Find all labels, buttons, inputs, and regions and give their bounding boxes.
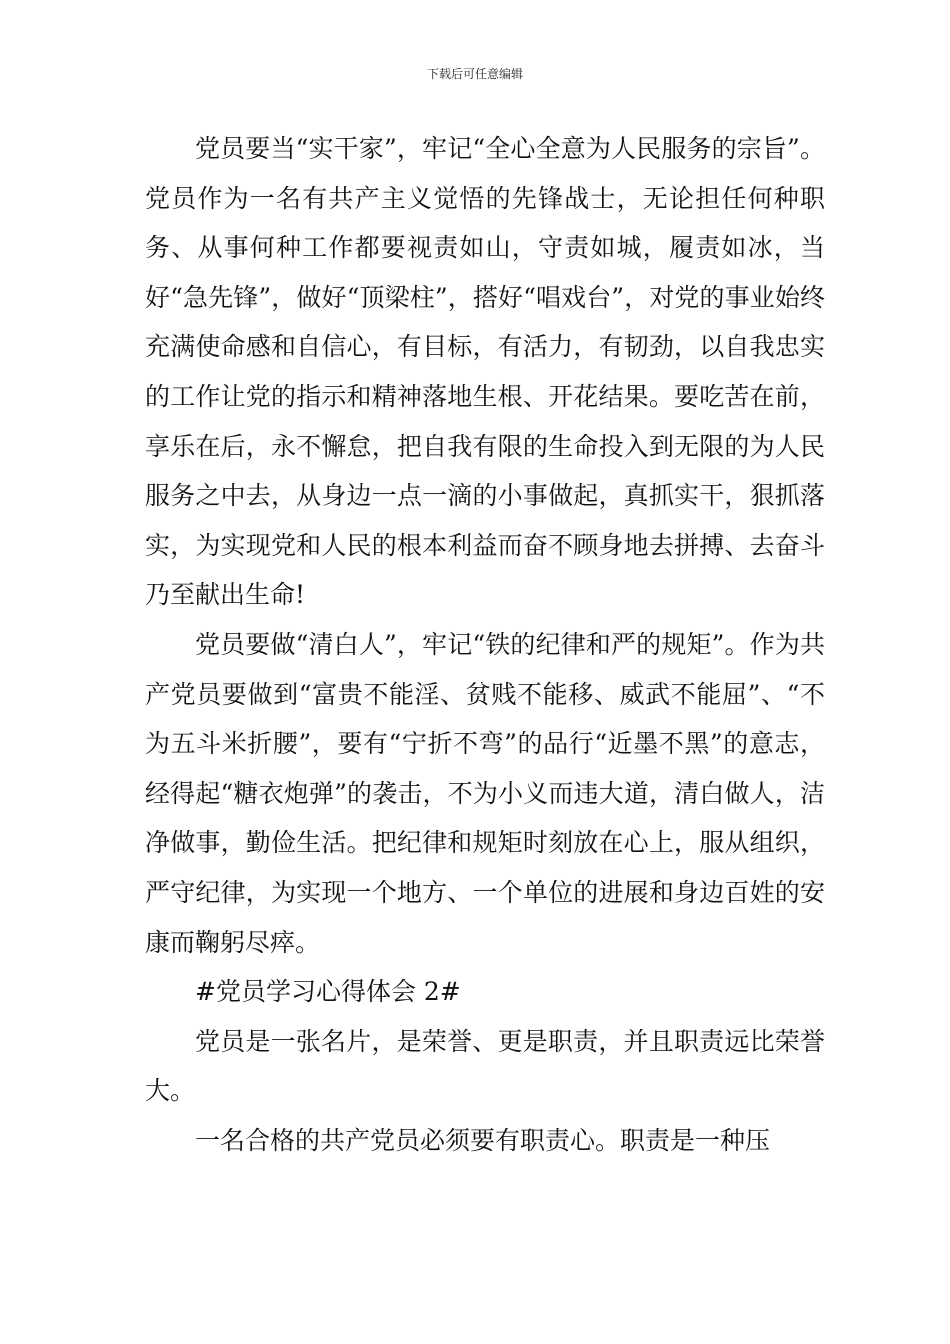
page-header-note: 下载后可任意编辑	[426, 67, 523, 81]
paragraph-responsibility: 一名合格的共产党员必须要有职责心。职责是一种压	[195, 1125, 771, 1155]
paragraph-name-card: 党员是一张名片，是荣誉、更是职责，并且职责远比荣誉大。	[145, 1026, 825, 1106]
section-heading: #党员学习心得体会 2#	[195, 977, 461, 1007]
paragraph-party-member-clean: 党员要做“清白人”，牢记“铁的纪律和严的规矩”。作为共产党员要做到“富贵不能淫、贫贱不能移、威武不能屈”、“不为五斗米折腰”，要有“宁折不弯”的品行“近墨不黑”的意志，经得起“糖衣炮弹”的袭击，不为小义而违大道，清白做人，洁净做事，勤俭生活。把纪律和规矩时刻放在心上，服从组织，严守纪律，为实现一个地方、一个单位的进展和身边百姓的安康而鞠躬尽瘁。	[145, 629, 825, 957]
paragraph-party-member-doer: 党员要当“实干家”，牢记“全心全意为人民服务的宗旨”。党员作为一名有共产主义觉悟的先锋战士，无论担任何种职务、从事何种工作都要视责如山，守责如城，履责如冰，当好“急先锋”，做好“顶梁柱”，搭好“唱戏台”，对党的事业始终充满使命感和自信心，有目标，有活力，有韧劲，以自我忠实的工作让党的指示和精神落地生根、开花结果。要吃苦在前，享乐在后，永不懈怠，把自我有限的生命投入到无限的为人民服务之中去，从身边一点一滴的小事做起，真抓实干，狠抓落实，为实现党和人民的根本利益而奋不顾身地去拼搏、去奋斗乃至献出生命!	[145, 134, 825, 610]
document-body	[145, 124, 825, 1165]
